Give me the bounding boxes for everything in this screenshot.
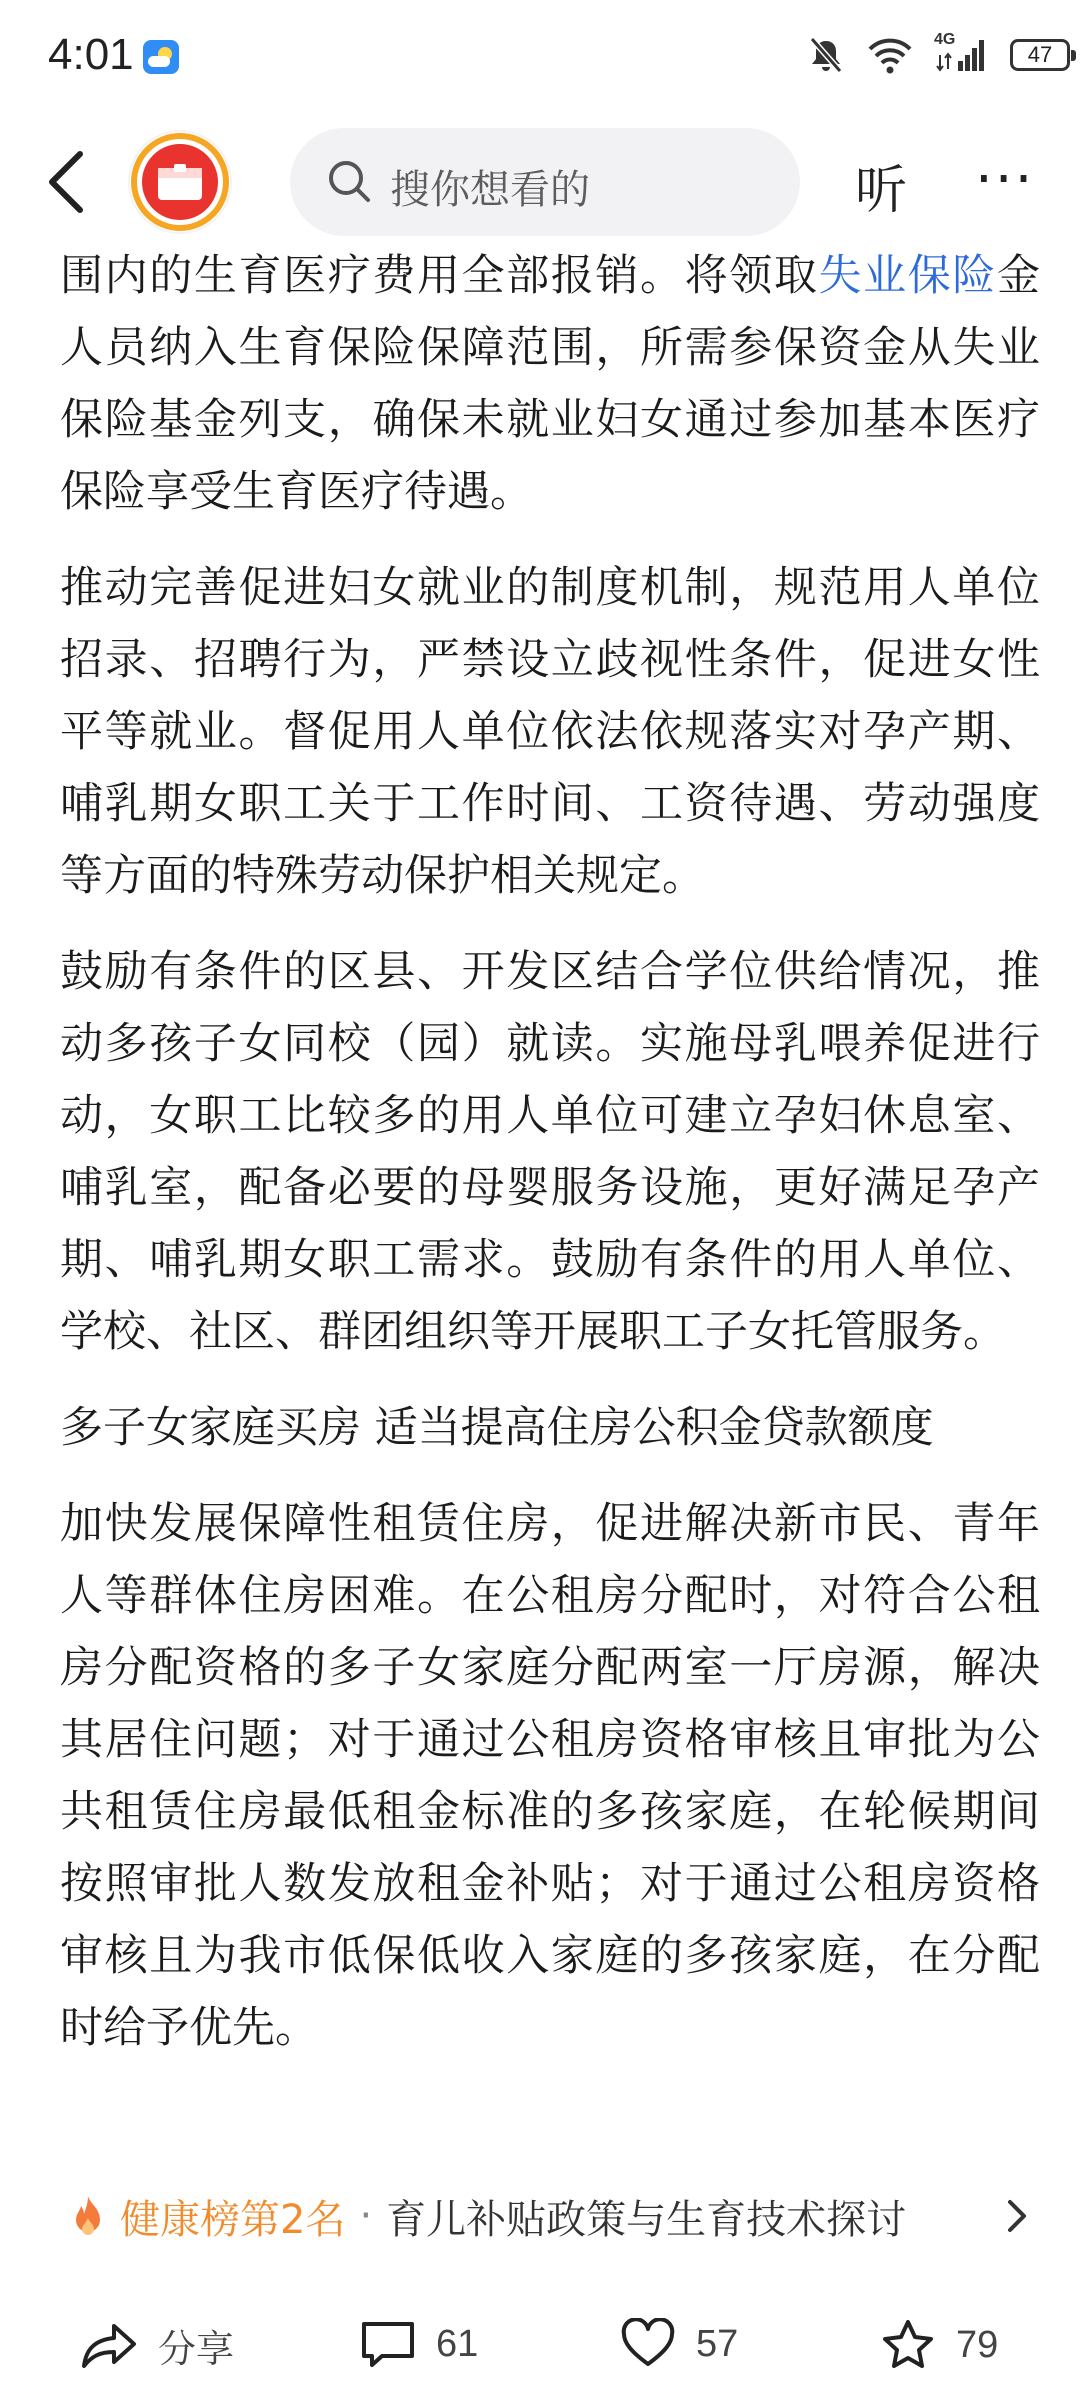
chevron-right-icon bbox=[1002, 2194, 1030, 2238]
article-paragraph: 推动完善促进妇女就业的制度机制，规范用人单位招录、招聘行为，严禁设立歧视性条件，促进女性平等就业。督促用人单位依法依规落实对孕产期、哺乳期女职工关于工作时间、工资待遇、劳动强度等方面的特殊劳动保护相关规定。 bbox=[60, 563, 1040, 901]
heart-icon bbox=[620, 2318, 676, 2370]
battery-icon bbox=[1010, 39, 1070, 71]
article-paragraph: 加快发展保障性租赁住房，促进解决新市民、青年人等群体住房困难。在公租房分配时，对符合公租房分配资格的多子女家庭分配两室一厅房源，解决其居住问题；对于通过公租房资格审核且审批为公共租赁住房最低租金标准的多孩家庭，在轮候期间按照审批人数发放租金补贴；对于通过公租房资格审核且为我市低保低收入家庭的多孩家庭，在分配时给予优先。 bbox=[60, 1499, 1040, 2053]
wifi-icon bbox=[866, 35, 914, 75]
mute-icon bbox=[806, 35, 846, 75]
article-subheading: 多子女家庭买房 适当提高住房公积金贷款额度 bbox=[60, 1403, 934, 1453]
keyword-link[interactable]: 失业保险 bbox=[818, 251, 998, 301]
article-paragraph: 鼓励有条件的区县、开发区结合学位供给情况，推动多孩子女同校（园）就读。实施母乳喂养促进行动，女职工比较多的用人单位可建立孕妇休息室、哺乳室，配备必要的母婴服务设施，更好满足孕产期、哺乳期女职工需求。鼓励有条件的用人单位、学校、社区、群团组织等开展职工子女托管服务。 bbox=[60, 947, 1040, 1357]
top-nav bbox=[0, 120, 1088, 250]
paragraph-text: 金人员纳入生育保险保障范围，所需参保资金从失业保险基金列支，确保未就业妇女通过参加基本医疗保险享受生育医疗待遇。 bbox=[60, 251, 1041, 517]
paragraph-text: 围内的生育医疗费用全部报销。将领取 bbox=[60, 251, 819, 301]
comment-button[interactable] bbox=[360, 2318, 478, 2370]
ranking-separator: · bbox=[359, 2193, 373, 2239]
network-type: 4G bbox=[934, 31, 956, 48]
app-logo-icon[interactable] bbox=[128, 130, 232, 234]
share-button[interactable] bbox=[80, 2318, 234, 2373]
weather-icon bbox=[143, 40, 179, 74]
status-bar bbox=[0, 0, 1088, 110]
bottom-action-bar bbox=[0, 2300, 1088, 2400]
share-icon bbox=[80, 2320, 138, 2372]
like-button[interactable] bbox=[620, 2318, 738, 2370]
listen-button[interactable]: 听 bbox=[855, 161, 908, 221]
flame-icon bbox=[70, 2194, 106, 2238]
signal-icon bbox=[934, 31, 990, 75]
hot-ranking-row[interactable] bbox=[70, 2184, 1030, 2248]
favorite-count: 79 bbox=[956, 2323, 999, 2366]
ranking-label: 健康榜第2名 bbox=[120, 2196, 346, 2243]
back-arrow-icon bbox=[40, 146, 100, 218]
more-button[interactable]: ··· bbox=[975, 147, 1035, 212]
share-label: 分享 bbox=[158, 2329, 235, 2371]
back-button[interactable] bbox=[40, 146, 100, 218]
status-icons bbox=[806, 32, 1070, 78]
ranking-topic: 育儿补贴政策与生育技术探讨 bbox=[386, 2196, 907, 2243]
star-icon bbox=[880, 2318, 936, 2372]
status-time: 4:01 bbox=[48, 30, 134, 79]
favorite-button[interactable] bbox=[880, 2318, 998, 2372]
search-input[interactable] bbox=[290, 128, 800, 236]
search-icon bbox=[326, 158, 372, 204]
comment-icon bbox=[360, 2318, 416, 2370]
comment-count: 61 bbox=[436, 2322, 479, 2365]
like-count: 57 bbox=[696, 2322, 739, 2365]
battery-level: 47 bbox=[1027, 42, 1053, 67]
search-placeholder: 搜你想看的 bbox=[390, 167, 590, 213]
article-body bbox=[60, 240, 1040, 2088]
article-paragraph bbox=[60, 240, 1040, 528]
